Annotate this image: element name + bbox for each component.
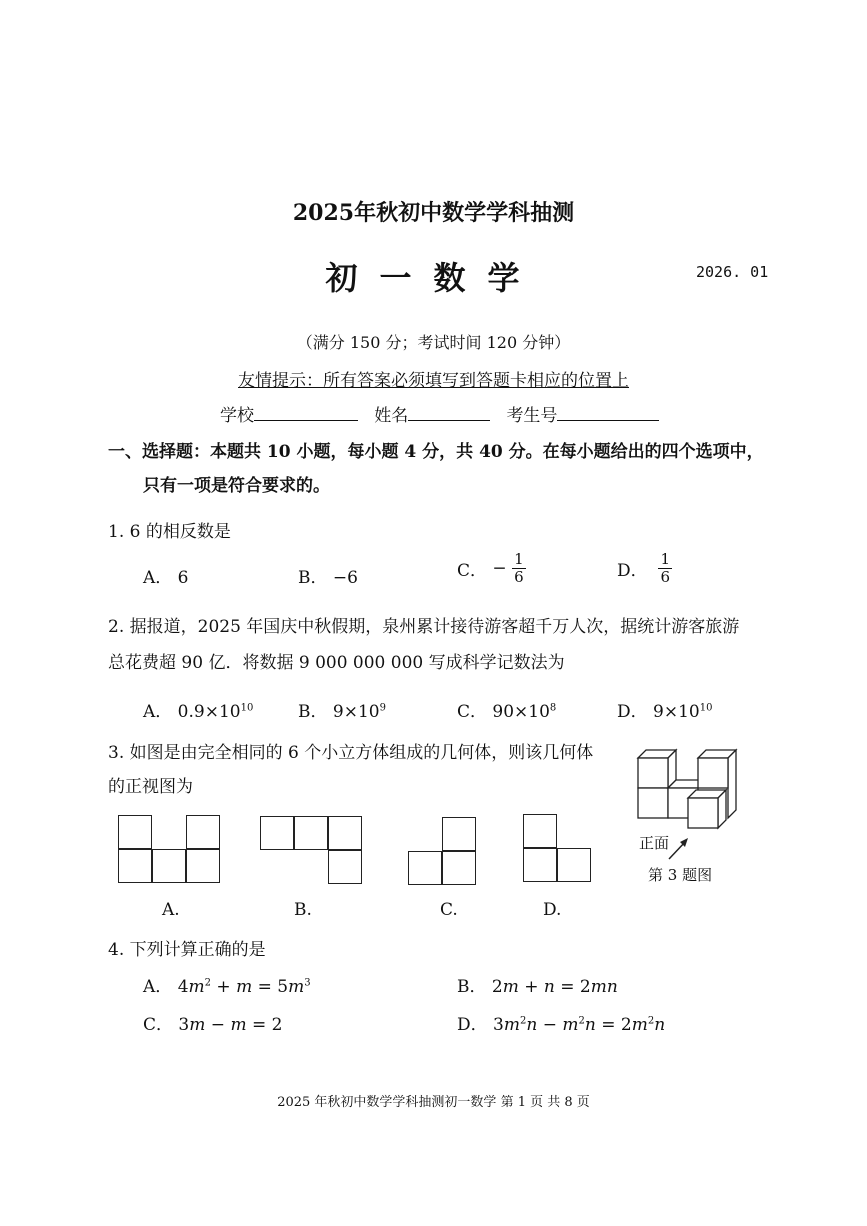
cell xyxy=(442,817,476,851)
subject-title: 初一数学 xyxy=(325,259,542,297)
cell xyxy=(118,849,152,883)
q2-option-a xyxy=(143,697,253,722)
name-label: 姓名 xyxy=(374,406,409,426)
q4-a-expr: $4m^2 + m = 5m^3$ xyxy=(177,977,311,997)
q2-stem-line2: 总花费超 90 亿．将数据 9 000 000 000 写成科学记数法为 xyxy=(108,653,565,673)
q4-b-label: B． xyxy=(457,977,487,997)
cell xyxy=(557,848,591,882)
school-blank xyxy=(254,404,358,421)
cell xyxy=(328,850,362,884)
q1-c-denominator: 6 xyxy=(514,568,524,586)
cell xyxy=(152,849,186,883)
q1-d-label: D． xyxy=(617,561,648,581)
cell xyxy=(523,848,557,882)
q4-b-expr: 2m + n = 2mn xyxy=(491,977,618,997)
q2-c-base: C． 90×10 xyxy=(457,702,550,722)
q1-c-numerator: 1 xyxy=(514,550,524,568)
q2-b-base: B． 9×10 xyxy=(298,702,380,722)
q4-d-expr: $3m^2n - m^2n = 2m^2n$ xyxy=(493,1015,666,1035)
q2-option-d xyxy=(617,697,712,722)
id-label: 考生号 xyxy=(506,406,558,426)
q3-figure-caption: 第 3 题图 xyxy=(648,866,713,884)
q2-stem-line1: 2. 据报道，2025 年国庆中秋假期，泉州累计接待游客超千万人次，据统计游客旅游 xyxy=(108,617,740,637)
front-arrow-icon xyxy=(666,836,692,862)
q1-c-fraction xyxy=(512,551,526,586)
school-label: 学校 xyxy=(220,406,254,426)
q2-b-exp: 9 xyxy=(379,702,386,714)
cell xyxy=(294,816,328,850)
q1-d-fraction xyxy=(658,551,672,586)
q1-option-b: B． −6 xyxy=(298,568,358,588)
q4-option-a xyxy=(143,972,311,997)
q2-a-exp: 10 xyxy=(240,702,254,714)
cube-face xyxy=(728,750,736,818)
q4-option-d xyxy=(457,1010,665,1035)
exam-date: 2026. 01 xyxy=(696,263,769,281)
q1-option-c xyxy=(457,551,526,586)
front-label: 正面 xyxy=(639,834,670,852)
q2-d-base: D． 9×10 xyxy=(617,702,700,722)
cell xyxy=(118,815,152,849)
q4-c-expr: 3m − m = 2 xyxy=(178,1015,283,1035)
cell xyxy=(408,851,442,885)
q2-option-c xyxy=(457,697,556,722)
q3-stem-line1: 3. 如图是由完全相同的 6 个小立方体组成的几何体，则该几何体 xyxy=(108,743,594,763)
q3-stem-line2: 的正视图为 xyxy=(108,777,193,797)
section-heading: 一、选择题：本题共 10 小题，每小题 4 分，共 40 分。在每小题给出的四个选项中， xyxy=(108,442,764,462)
cell xyxy=(523,814,557,848)
q1-stem: 1. 6 的相反数是 xyxy=(108,522,231,542)
section-heading-cont: 只有一项是符合要求的。 xyxy=(143,476,330,496)
q4-c-label: C． xyxy=(143,1015,174,1035)
id-blank xyxy=(557,404,659,421)
q1-option-a: A． 6 xyxy=(143,568,189,588)
q2-a-base: A． 0.9×10 xyxy=(143,702,241,722)
q1-option-d xyxy=(617,551,672,586)
exam-title: 2025年秋初中数学学科抽测 xyxy=(292,200,575,226)
q1-d-numerator: 1 xyxy=(660,550,670,568)
q3-option-d: D. xyxy=(543,900,562,920)
cell xyxy=(328,816,362,850)
q3-option-b: B. xyxy=(294,900,312,920)
cube-face xyxy=(688,798,718,828)
q3-option-a: A. xyxy=(162,900,180,920)
q2-d-exp: 10 xyxy=(699,702,713,714)
q1-c-sign: − xyxy=(492,558,507,579)
cell xyxy=(186,849,220,883)
cell xyxy=(186,815,220,849)
name-blank xyxy=(408,404,490,421)
q4-a-label: A． xyxy=(143,977,173,997)
exam-tip: 友情提示：所有答案必须填写到答题卡相应的位置上 xyxy=(238,371,629,391)
page-footer: 2025 年秋初中数学学科抽测初一数学 第 1 页 共 8 页 xyxy=(277,1095,590,1110)
q2-c-exp: 8 xyxy=(549,702,557,714)
exam-note: （满分 150 分；考试时间 120 分钟） xyxy=(296,333,571,352)
q4-option-b xyxy=(457,972,618,997)
q4-d-label: D． xyxy=(457,1015,488,1035)
q3-option-c: C. xyxy=(440,900,458,920)
q1-c-label: C． xyxy=(457,561,488,581)
q4-option-c xyxy=(143,1010,282,1035)
cube-face xyxy=(698,758,728,788)
q3-solid-figure xyxy=(630,740,755,835)
candidate-info xyxy=(220,401,659,426)
cube-face xyxy=(638,788,668,818)
cube-face xyxy=(638,758,668,788)
q4-stem: 4. 下列计算正确的是 xyxy=(108,940,266,960)
cell xyxy=(442,851,476,885)
q2-option-b xyxy=(298,697,386,722)
cell xyxy=(260,816,294,850)
q1-d-denominator: 6 xyxy=(660,568,670,586)
